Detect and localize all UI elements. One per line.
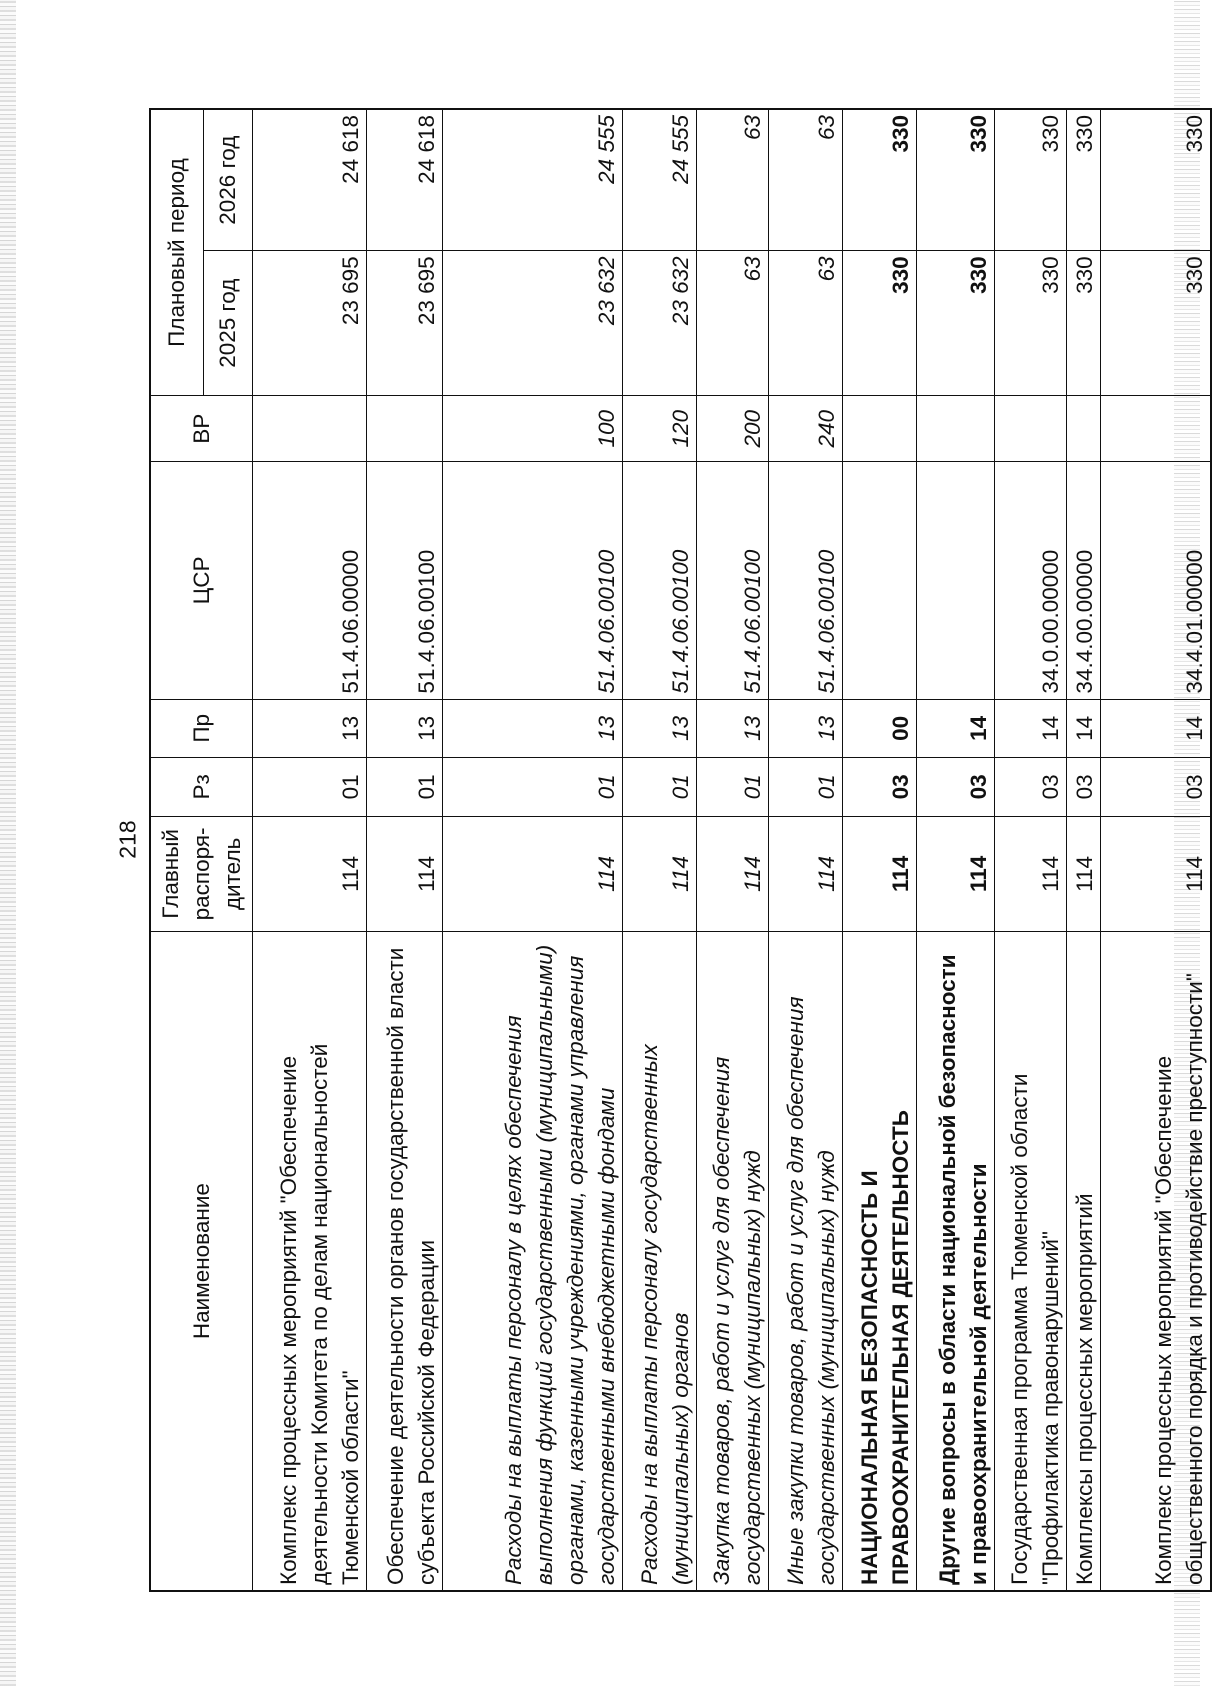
row-2026: 330: [1067, 109, 1101, 251]
row-grbs: 114: [769, 816, 843, 932]
row-name: НАЦИОНАЛЬНАЯ БЕЗОПАСНОСТЬ И ПРАВООХРАНИТЕЛЬНАЯ ДЕЯТЕЛЬНОСТЬ: [843, 932, 917, 1591]
row-pr: 13: [443, 699, 623, 758]
row-name: Расходы на выплаты персоналу в целях обеспечения выполнения функций государственными (муниципальными) органами, казенными учреждениями, органами управления государственными внебюджетными фондами: [443, 932, 623, 1591]
row-2026: 63: [769, 109, 843, 251]
row-vr: [917, 396, 995, 462]
budget-table: [149, 108, 1212, 1592]
row-csr: 51.4.06.00100: [697, 462, 769, 699]
row-name: Государственная программа Тюменской области "Профилактика правонарушений": [995, 932, 1067, 1591]
row-csr: 51.4.06.00100: [443, 462, 623, 699]
row-vr: [843, 396, 917, 462]
row-vr: [253, 396, 367, 462]
header-vr: ВР: [150, 396, 253, 462]
row-pr: 13: [769, 699, 843, 758]
scan-edge-left: [0, 0, 16, 1686]
row-rz: 01: [697, 758, 769, 817]
row-grbs: 114: [443, 816, 623, 932]
row-pr: 13: [253, 699, 367, 758]
row-vr: [1101, 396, 1211, 462]
row-pr: 13: [623, 699, 697, 758]
row-2025: 23 632: [623, 251, 697, 396]
row-rz: 01: [253, 758, 367, 817]
row-2025: 23 695: [253, 251, 367, 396]
header-name: Наименование: [150, 932, 253, 1591]
row-rz: 03: [843, 758, 917, 817]
rotated-table-wrapper: [149, 108, 1207, 1592]
table-row: [367, 109, 443, 1591]
row-csr: 51.4.06.00100: [367, 462, 443, 699]
row-grbs: 114: [623, 816, 697, 932]
table-row: [843, 109, 917, 1591]
table-row: [995, 109, 1067, 1591]
row-csr: 51.4.06.00000: [253, 462, 367, 699]
row-csr: 51.4.06.00100: [769, 462, 843, 699]
row-2026: 24 555: [623, 109, 697, 251]
row-2025: 63: [697, 251, 769, 396]
table-row: [253, 109, 367, 1591]
row-rz: 03: [1101, 758, 1211, 817]
row-grbs: 114: [697, 816, 769, 932]
row-2025: 23 695: [367, 251, 443, 396]
row-rz: 03: [917, 758, 995, 817]
table-row: [443, 109, 623, 1591]
row-2026: 330: [1101, 109, 1211, 251]
row-pr: 13: [697, 699, 769, 758]
row-vr: [367, 396, 443, 462]
row-2025: 330: [995, 251, 1067, 396]
table-row: [623, 109, 697, 1591]
row-pr: 14: [917, 699, 995, 758]
row-name: Иные закупки товаров, работ и услуг для обеспечения государственных (муниципальных) нужд: [769, 932, 843, 1591]
row-2026: 330: [843, 109, 917, 251]
row-name: Комплекс процессных мероприятий "Обеспечение деятельности Комитета по делам национальностей Тюменской области": [253, 932, 367, 1591]
row-grbs: 114: [1101, 816, 1211, 932]
header-2025: 2025 год: [203, 251, 252, 396]
row-vr: 240: [769, 396, 843, 462]
table-row: [1101, 109, 1211, 1591]
row-vr: 120: [623, 396, 697, 462]
row-name: Обеспечение деятельности органов государственной власти субъекта Российской Федерации: [367, 932, 443, 1591]
table-row: [917, 109, 995, 1591]
row-rz: 01: [443, 758, 623, 817]
row-name: Расходы на выплаты персоналу государственных (муниципальных) органов: [623, 932, 697, 1591]
row-grbs: 114: [367, 816, 443, 932]
row-2025: 23 632: [443, 251, 623, 396]
row-2025: 330: [917, 251, 995, 396]
row-2025: 330: [843, 251, 917, 396]
row-name: Закупка товаров, работ и услуг для обеспечения государственных (муниципальных) нужд: [697, 932, 769, 1591]
header-row-1: [150, 109, 203, 1591]
row-pr: 00: [843, 699, 917, 758]
row-rz: 01: [623, 758, 697, 817]
row-2025: 330: [1101, 251, 1211, 396]
row-rz: 01: [769, 758, 843, 817]
row-vr: 100: [443, 396, 623, 462]
row-rz: 03: [1067, 758, 1101, 817]
page-number: 218: [114, 820, 141, 859]
row-csr: 34.0.00.00000: [995, 462, 1067, 699]
row-csr: [917, 462, 995, 699]
row-vr: [995, 396, 1067, 462]
table-row: [697, 109, 769, 1591]
row-rz: 01: [367, 758, 443, 817]
row-2026: 24 555: [443, 109, 623, 251]
header-csr: ЦСР: [150, 462, 253, 699]
table-row: [1067, 109, 1101, 1591]
row-pr: 14: [995, 699, 1067, 758]
row-2026: 63: [697, 109, 769, 251]
header-pr: Пр: [150, 699, 253, 758]
row-name: Другие вопросы в области национальной безопасности и правоохранительной деятельности: [917, 932, 995, 1591]
header-2026: 2026 год: [203, 109, 252, 251]
row-grbs: 114: [995, 816, 1067, 932]
row-vr: 200: [697, 396, 769, 462]
row-2026: 24 618: [253, 109, 367, 251]
row-pr: 14: [1067, 699, 1101, 758]
row-pr: 14: [1101, 699, 1211, 758]
row-csr: 34.4.01.00000: [1101, 462, 1211, 699]
row-2026: 330: [917, 109, 995, 251]
row-grbs: 114: [253, 816, 367, 932]
row-csr: 51.4.06.00100: [623, 462, 697, 699]
row-name: Комплексы процессных мероприятий: [1067, 932, 1101, 1591]
row-grbs: 114: [843, 816, 917, 932]
row-rz: 03: [995, 758, 1067, 817]
row-name: Комплекс процессных мероприятий "Обеспечение общественного порядка и противодействие преступности": [1101, 932, 1211, 1591]
row-pr: 13: [367, 699, 443, 758]
row-2026: 24 618: [367, 109, 443, 251]
row-csr: [843, 462, 917, 699]
row-grbs: 114: [1067, 816, 1101, 932]
table-row: [769, 109, 843, 1591]
row-2025: 63: [769, 251, 843, 396]
row-grbs: 114: [917, 816, 995, 932]
header-plan-period: Плановый период: [150, 109, 203, 396]
header-grbs: Главный распоря-дитель: [150, 816, 253, 932]
row-vr: [1067, 396, 1101, 462]
row-2026: 330: [995, 109, 1067, 251]
header-rz: Рз: [150, 758, 253, 817]
row-2025: 330: [1067, 251, 1101, 396]
row-csr: 34.4.00.00000: [1067, 462, 1101, 699]
